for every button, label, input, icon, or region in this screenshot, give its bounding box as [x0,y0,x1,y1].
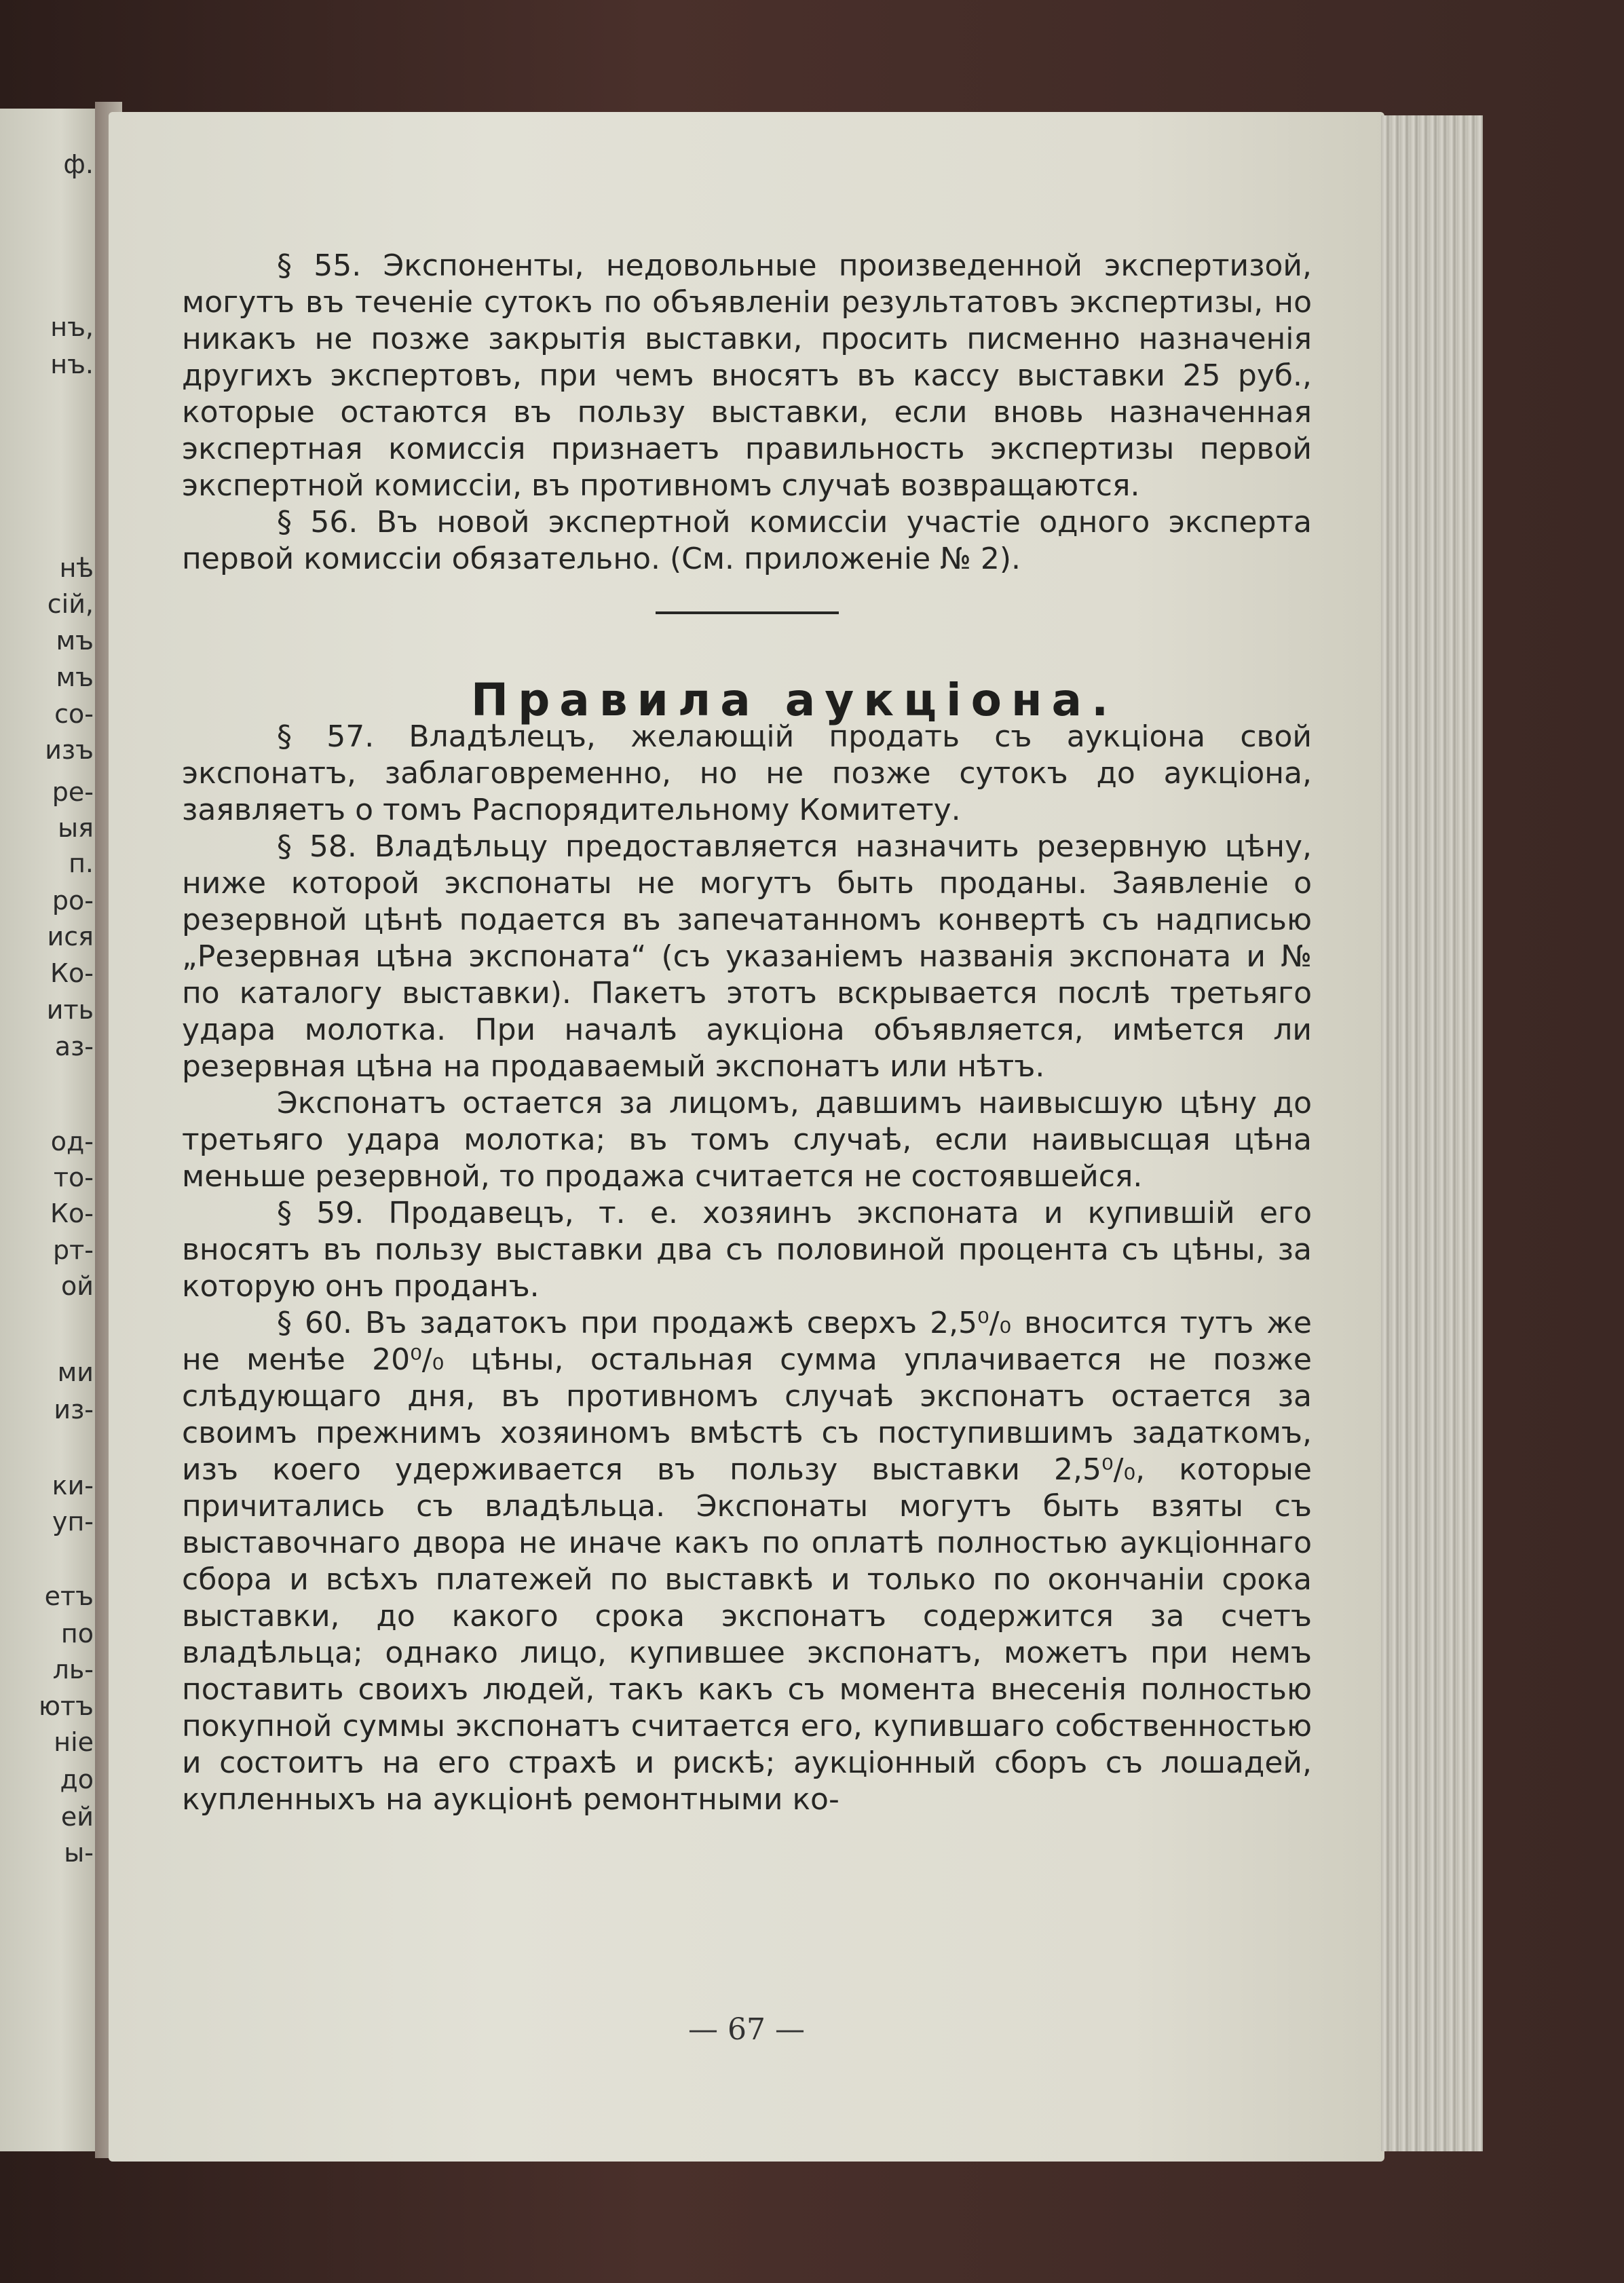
left-page-fragment: етъ [44,1581,94,1611]
section-heading: Правила аукціона. [470,674,1118,726]
book-page [109,112,1384,2162]
left-page-fragment: ися [47,922,94,951]
left-page-fragment: аз- [54,1032,94,1061]
left-page-fragment: ы- [64,1838,94,1868]
left-page-fragment: изъ [45,735,94,765]
paragraph-58-continued: Экспонатъ остается за лицомъ, давшимъ наивысшую цѣну до третьяго удара молотка; въ томъ случаѣ, если наивысщая цѣна меньше резервной, то продажа считается не состоявшейся. [182,1086,1312,1194]
paragraph-55: § 55. Экспоненты, недовольные произведенной экспертизой, могутъ въ теченіе сутокъ по объявленіи результатовъ экспертизы, но никакъ не позже закрытія выставки, просить писменно назначенія другихъ экспертовъ, при чемъ вносятъ въ кассу выставки 25 руб., которые остаются въ пользу выставки, если вновь назначенная экспертная комиссія признаетъ правильность экспертизы первой экспертной комиссіи, въ противномъ случаѣ возвращаются. [182,248,1312,503]
left-page-fragment: мъ [56,662,94,692]
paragraph-60: § 60. Въ задатокъ при продажѣ сверхъ 2,5⁰/₀ вносится тутъ же не менѣе 20⁰/₀ цѣны, остальная сумма уплачивается не позже слѣдующаго дня, въ противномъ случаѣ экспонатъ остается за своимъ прежнимъ хозяиномъ вмѣстѣ съ поступившимъ задаткомъ, изъ коего удерживается въ пользу выставки 2,5⁰/₀, которые причитались съ владѣльца. Экспонаты могутъ быть взяты съ выставочнаго двора не иначе какъ по оплатѣ полностью аукціоннаго сбора и всѣхъ платежей по выставкѣ и только по окончаніи срока выставки, до какого срока экспонатъ содержится за счетъ владѣльца; однако лицо, купившее экспонатъ, можетъ при немъ поставить своихъ людей, такъ какъ съ момента внесенія полностью покупной суммы экспонатъ считается его, купившаго собственностью и состоитъ на его страхѣ и рискѣ; аукціонный сборъ съ лошадей, купленныхъ на аукціонѣ ремонтными ко- [182,1306,1312,1817]
left-page-fragment: ой [61,1271,94,1301]
left-page-fragment: по [60,1619,94,1648]
left-page-fragment: ре- [52,777,94,807]
left-page-fragment: ф. [63,149,94,179]
paragraph-58: § 58. Владѣльцу предоставляется назначить резервную цѣну, ниже которой экспонаты не могутъ быть проданы. Заявленіе о резервной цѣнѣ подается въ запечатанномъ конвертѣ съ надписью „Резервная цѣна экспоната“ (съ указаніемъ названія экспоната и № по каталогу выставки). Пакетъ этотъ вскрывается послѣ третьяго удара молотка. При началѣ аукціона объявляется, имѣется ли резервная цѣна на продаваемый экспонатъ или нѣтъ. [182,829,1312,1084]
left-page-fragment: то- [53,1163,94,1192]
paragraph-56: § 56. Въ новой экспертной комиссіи участіе одного эксперта первой комиссіи обязательно. (См. приложеніе № 2). [182,505,1312,576]
left-page-fragment: ютъ [39,1691,94,1721]
left-page-fragment: ніе [54,1727,94,1757]
left-page-fragment: мъ [56,626,94,656]
left-page-fragment: со- [54,699,94,729]
page-body [182,248,1312,1818]
left-page-fragment: нъ. [50,350,94,379]
left-page-fragment: п. [69,848,94,878]
paragraph-57: § 57. Владѣлецъ, желающій продать съ аукціона свой экспонатъ, заблаговременно, но не позже сутокъ до аукціона, заявляетъ о томъ Распорядительному Комитету. [182,719,1312,827]
left-page-fragment: Ко- [50,958,94,988]
page-edges [1381,115,1483,2151]
left-page-fragment: Ко- [50,1199,94,1228]
left-page-fragment: ро- [52,886,94,916]
section-divider [656,611,839,614]
paragraph-59: § 59. Продавецъ, т. е. хозяинъ экспоната и купившій его вносятъ въ пользу выставки два съ половиной процента съ цѣны, за которую онъ проданъ. [182,1196,1312,1304]
left-page-fragment: ыя [58,813,94,843]
left-page-edge [0,109,102,2151]
left-page-fragment: сій, [47,589,94,619]
left-page-fragment: од- [50,1127,94,1156]
left-page-fragment: из- [54,1395,94,1424]
left-page-fragment: нѣ [59,553,94,583]
left-page-fragment: ки- [52,1471,94,1501]
left-page-fragment: ль- [52,1655,94,1684]
left-page-fragment: уп- [52,1507,94,1536]
left-page-fragment: ить [46,995,94,1025]
left-page-fragment: ми [57,1357,94,1387]
left-page-fragment: нъ, [50,312,94,342]
left-page-fragment: до [60,1765,94,1794]
left-page-fragment: рт- [53,1235,94,1265]
page-number: — 67 — [688,2012,805,2047]
left-page-fragment: ей [60,1802,94,1832]
